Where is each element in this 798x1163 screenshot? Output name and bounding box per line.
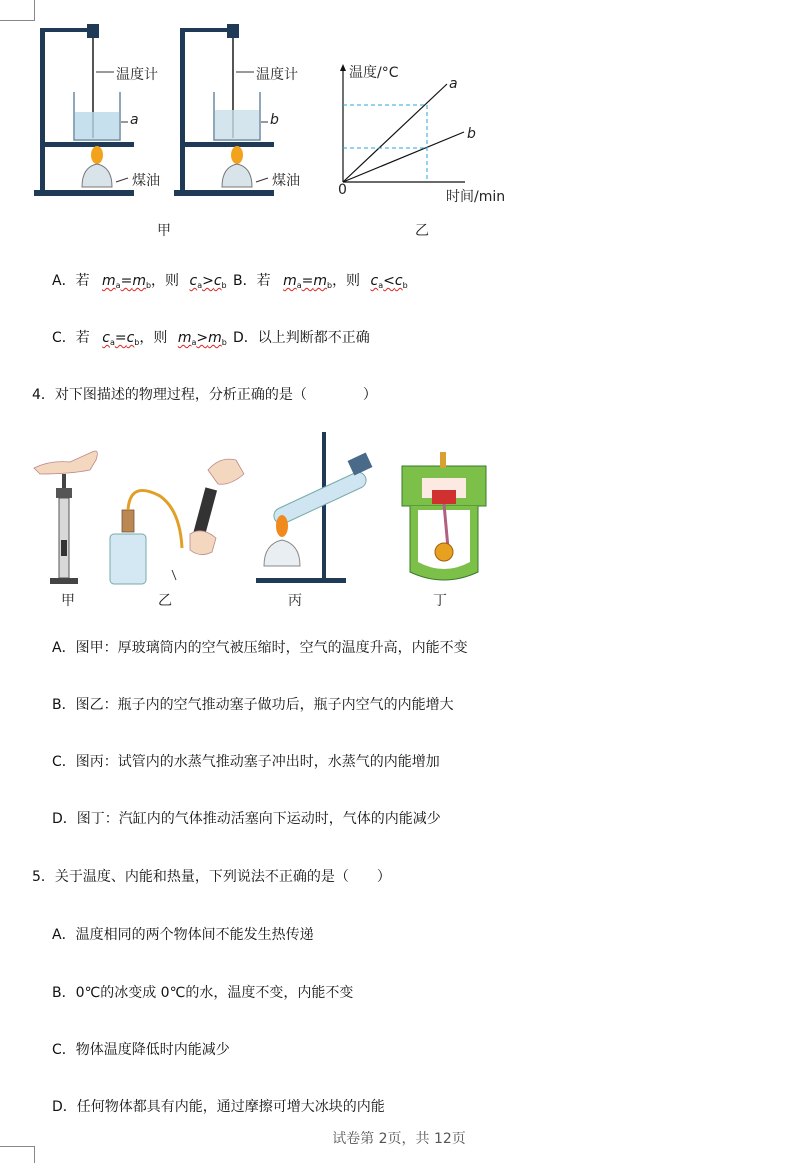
thermometer-label-b: 温度计 [256,67,298,83]
q4-option-a[interactable]: A．图甲：厚玻璃筒内的空气被压缩时，空气的温度升高，内能不变 [52,640,468,656]
q3-b-condition: $m_a=m_b$ [283,273,333,290]
graph-line-a-label: a [449,76,458,92]
q5-option-a[interactable]: A．温度相同的两个物体间不能发生热传递 [52,927,314,943]
q3-option-b[interactable]: B．若 $m_a=m_b$，则 $c_a<c_b$ [233,273,408,290]
q4-caption-yi: 乙 [158,593,172,609]
q3-a-condition: $m_a=m_b$ [102,273,152,290]
q5-stem: 5．关于温度、内能和热量，下列说法不正确的是（ ） [32,869,391,885]
q5-option-c[interactable]: C．物体温度降低时内能减少 [52,1042,230,1058]
q3-option-c[interactable]: C．若 $c_a=c_b$，则 $m_a>m_b$ [52,330,227,347]
crop-mark-bottom-left [0,1146,35,1163]
figure-caption-yi: 乙 [415,223,429,239]
setup-b [174,24,274,196]
q4-caption-jia: 甲 [61,593,75,609]
graph-ylabel: 温度/°C [349,65,399,81]
q3-c-condition: $c_a=c_b$ [102,330,140,347]
graph-line-b-label: b [467,126,476,142]
liquid-label-a: a [130,112,139,128]
q4-option-b[interactable]: B．图乙：瓶子内的空气推动塞子做功后，瓶子内空气的内能增大 [52,697,454,713]
q3-c-conclusion: $m_a>m_b$ [177,330,227,347]
q3-b-conclusion: $c_a<c_b$ [370,273,408,290]
liquid-label-b: b [270,112,279,128]
setup-a [34,24,134,196]
q4-caption-ding: 丁 [433,593,447,609]
graph-origin: 0 [338,182,347,198]
q4-option-d[interactable]: D．图丁：汽缸内的气体推动活塞向下运动时，气体的内能减少 [52,811,441,827]
crop-mark-top-left [0,0,35,21]
graph-xlabel: 时间/min [446,189,506,205]
q3-option-d[interactable]: D．以上判断都不正确 [233,330,370,346]
q4-figures [30,430,500,590]
thermometer-label-a: 温度计 [116,67,158,83]
figure-caption-jia: 甲 [157,223,171,239]
test-tube-heating-icon [256,432,372,583]
fuel-label-a: 煤油 [132,173,160,189]
engine-cylinder-icon [402,452,486,580]
q3-a-conclusion: $c_a>c_b$ [189,273,227,290]
q4-stem: 4．对下图描述的物理过程，分析正确的是（ ） [32,387,377,403]
q5-option-b[interactable]: B．0℃的冰变成 0℃的水，温度不变，内能不变 [52,985,354,1001]
q3-option-a[interactable]: A．若 $m_a=m_b$，则 $c_a>c_b$ [52,273,227,290]
fuel-label-b: 煤油 [272,173,300,189]
bottle-pump-icon [110,459,244,584]
compression-tube-icon [34,451,97,584]
q5-option-d[interactable]: D．任何物体都具有内能，通过摩擦可增大冰块的内能 [52,1099,385,1115]
q4-caption-bing: 丙 [288,593,302,609]
q4-option-c[interactable]: C．图丙：试管内的水蒸气推动塞子冲出时，水蒸气的内能增加 [52,754,440,770]
page-footer: 试卷第 2页，共 12页 [332,1131,466,1147]
